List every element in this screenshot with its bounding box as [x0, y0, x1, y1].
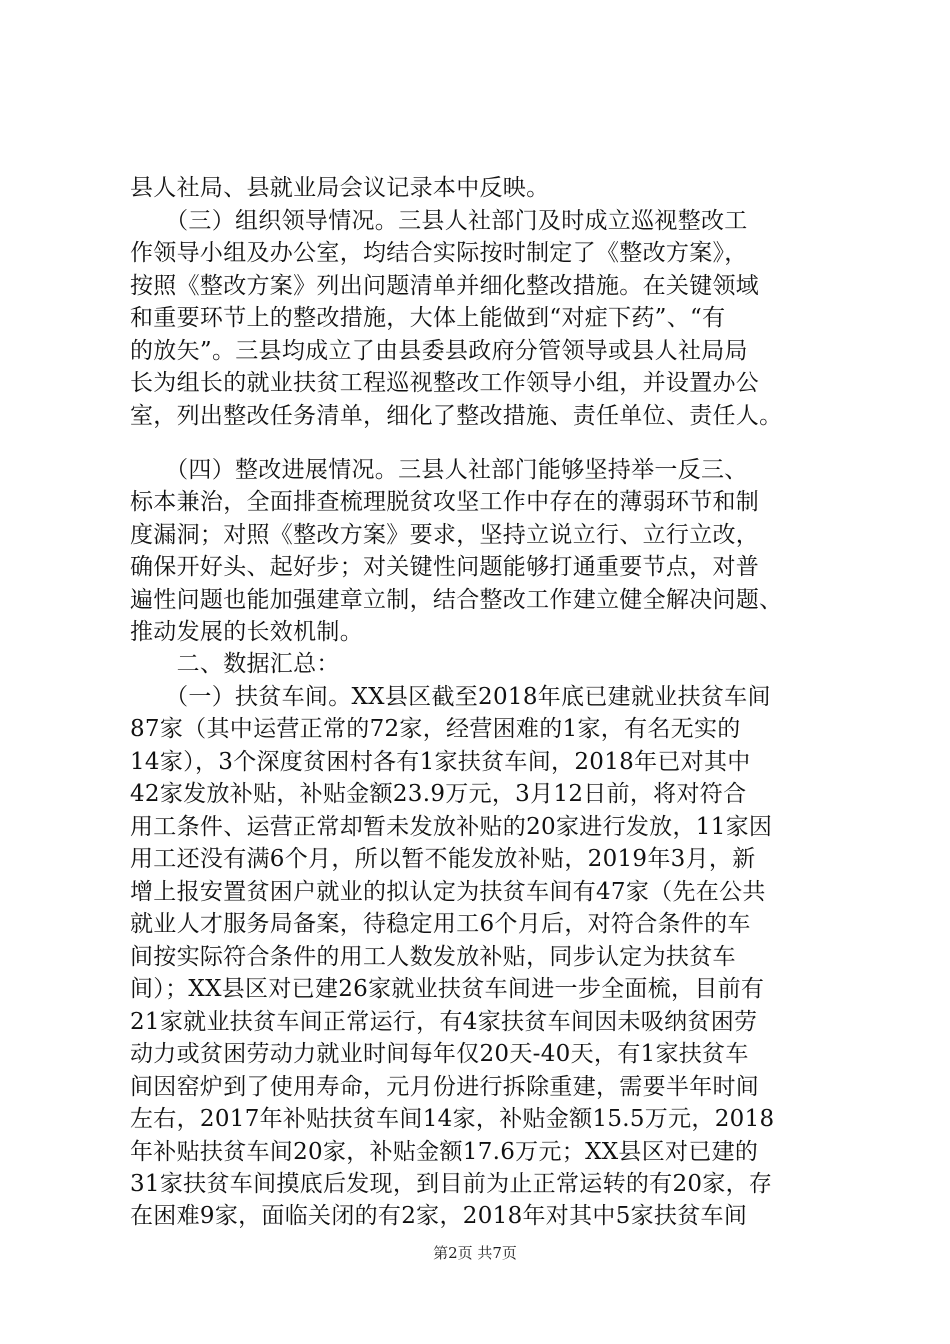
paragraph-line: 31家扶贫车间摸底后发现，到目前为止正常运转的有20家，存 — [130, 1171, 773, 1197]
paragraph-line: 年补贴扶贫车间20家，补贴金额17.6万元；XX县区对已建的 — [130, 1139, 759, 1165]
paragraph-line: 42家发放补贴，补贴金额23.9万元，3月12日前，将对符合 — [130, 781, 747, 807]
paragraph-line: 用工还没有满6个月，所以暂不能发放补贴，2019年3月，新 — [130, 846, 756, 872]
paragraph-line: 县人社局、县就业局会议记录本中反映。 — [130, 175, 550, 201]
paragraph-line: （一）扶贫车间。XX县区截至2018年底已建就业扶贫车间 — [130, 684, 771, 710]
paragraph-line: 间按实际符合条件的用工人数发放补贴，同步认定为扶贫车 — [130, 944, 736, 970]
paragraph-line: 长为组长的就业扶贫工程巡视整改工作领导小组，并设置办公 — [130, 370, 760, 396]
paragraph-line: 21家就业扶贫车间正常运行，有4家扶贫车间因未吸纳贫困劳 — [130, 1009, 758, 1035]
paragraph-line: 间）；XX县区对已建26家就业扶贫车间进一步全面梳，目前有 — [130, 976, 765, 1002]
paragraph-line: 和重要环节上的整改措施，大体上能做到“对症下药”、“有 — [130, 305, 726, 331]
section-heading: 二、数据汇总： — [130, 651, 340, 677]
paragraph-line: 室，列出整改任务清单，细化了整改措施、责任单位、责任人。 — [130, 403, 783, 429]
paragraph-line: 作领导小组及办公室，均结合实际按时制定了《整改方案》， — [130, 240, 748, 266]
paragraph-line: 就业人才服务局备案，待稳定用工6个月后，对符合条件的车 — [130, 911, 751, 937]
paragraph-line: 在困难9家，面临关闭的有2家，2018年对其中5家扶贫车间 — [130, 1203, 748, 1229]
paragraph-line: 间因窑炉到了使用寿命，元月份进行拆除重建，需要半年时间 — [130, 1074, 760, 1100]
paragraph-line: 标本兼治，全面排查梳理脱贫攻坚工作中存在的薄弱环节和制 — [130, 489, 760, 515]
paragraph-line: 动力或贫困劳动力就业时间每年仅20天-40天，有1家扶贫车 — [130, 1041, 749, 1067]
paragraph-line: 14家），3个深度贫困村各有1家扶贫车间，2018年已对其中 — [130, 749, 751, 775]
paragraph-line: 左右，2017年补贴扶贫车间14家，补贴金额15.5万元，2018 — [130, 1106, 775, 1132]
paragraph-line: 87家（其中运营正常的72家，经营困难的1家，有名无实的 — [130, 716, 741, 742]
paragraph-line: （三）组织领导情况。三县人社部门及时成立巡视整改工 — [130, 208, 748, 234]
paragraph-line: 确保开好头、起好步；对关键性问题能够打通重要节点，对普 — [130, 554, 760, 580]
paragraph-line: （四）整改进展情况。三县人社部门能够坚持举一反三、 — [130, 457, 748, 483]
paragraph-line: 按照《整改方案》列出问题清单并细化整改措施。在关键领域 — [130, 273, 760, 299]
paragraph-line: 遍性问题也能加强建章立制，结合整改工作建立健全解决问题、 — [130, 587, 783, 613]
paragraph-line: 推动发展的长效机制。 — [130, 619, 363, 645]
paragraph-line: 的放矢”。三县均成立了由县委县政府分管领导或县人社局局 — [130, 338, 748, 364]
paragraph-line: 度漏洞；对照《整改方案》要求，坚持立说立行、立行立改， — [130, 522, 760, 548]
paragraph-line: 用工条件、运营正常却暂未发放补贴的20家进行发放，11家因 — [130, 814, 773, 840]
paragraph-line: 增上报安置贫困户就业的拟认定为扶贫车间有47家（先在公共 — [130, 879, 766, 905]
page-number-footer: 第2页 共7页 — [433, 1244, 517, 1262]
